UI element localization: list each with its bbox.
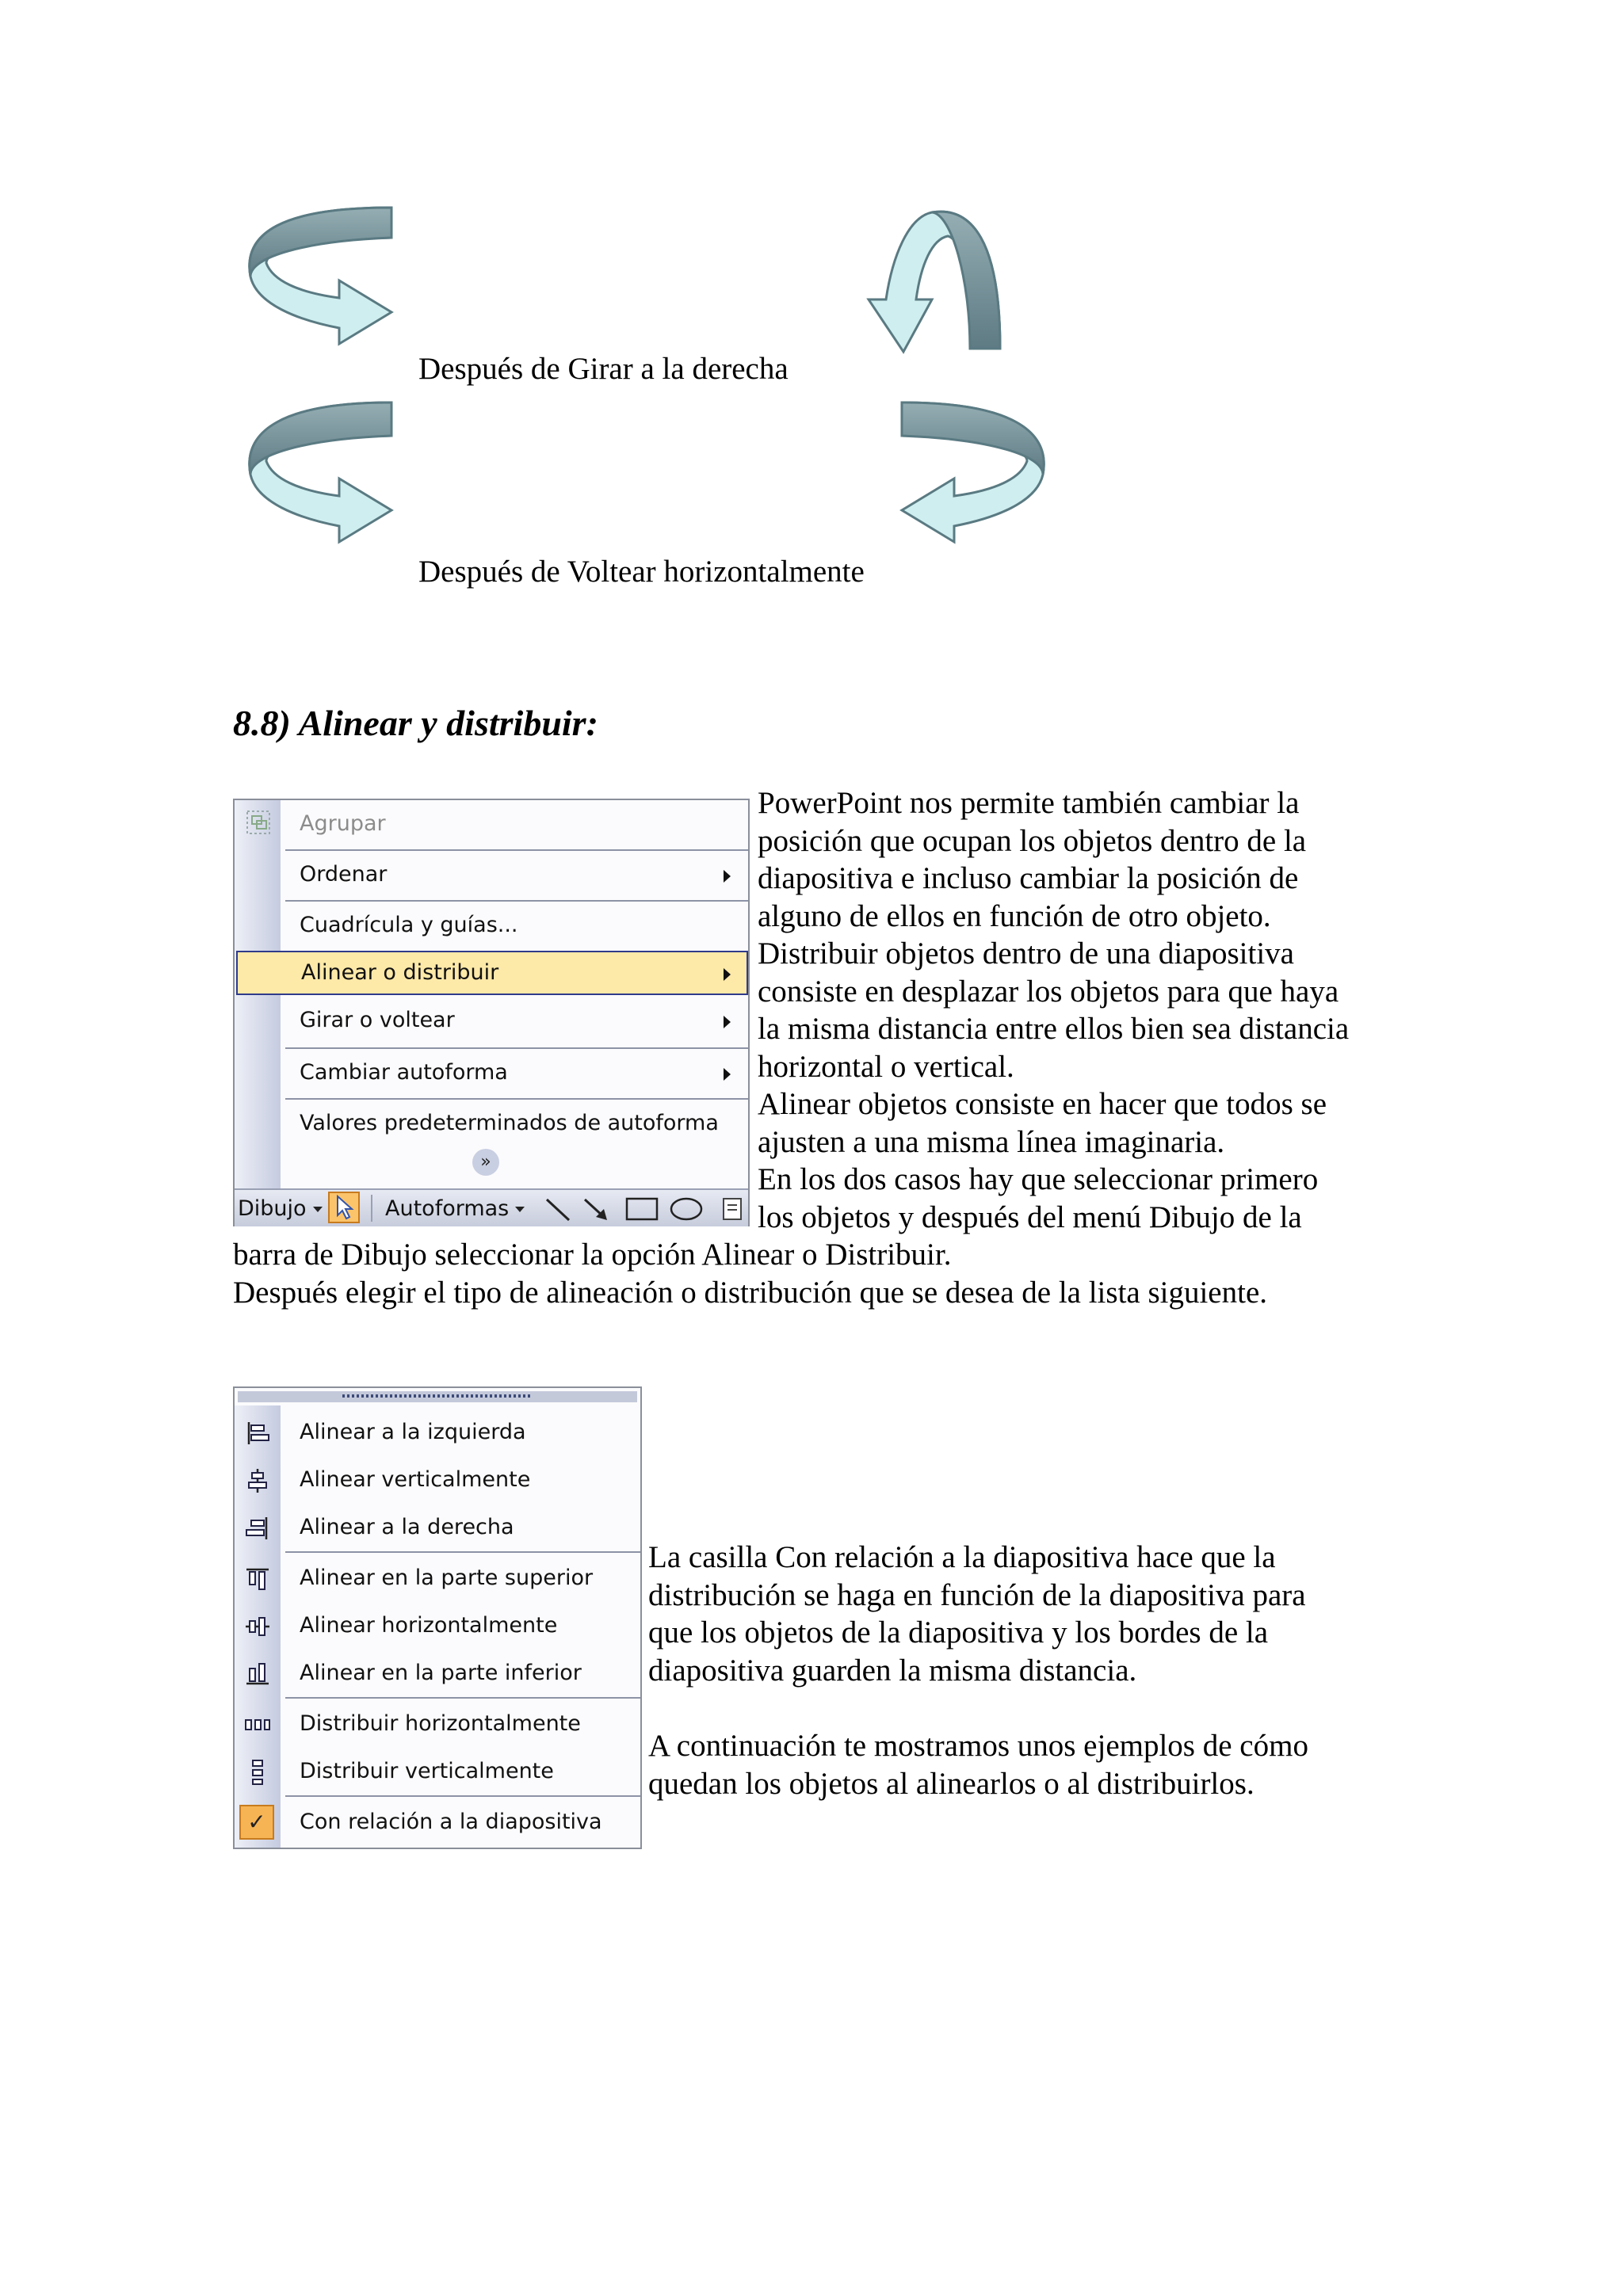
menu-item-girar-voltear[interactable]: Girar o voltear xyxy=(235,998,748,1043)
menu-item-relative-to-slide[interactable]: ✓ Con relación a la diapositiva xyxy=(235,1800,640,1844)
submenu-arrow-icon xyxy=(724,1068,731,1081)
paragraph-examples: A continuación te mostramos unos ejemplos de cómo quedan los objetos al alinearlos o al distribuirlos. xyxy=(648,1729,1308,1801)
align-center-icon xyxy=(244,1467,271,1494)
toolbar-separator xyxy=(371,1195,372,1222)
menu-grip-handle[interactable] xyxy=(238,1391,637,1402)
menu-item-align-top[interactable]: Alinear en la parte superior xyxy=(235,1556,640,1600)
dropdown-caret-icon xyxy=(515,1207,525,1212)
checkmark-icon: ✓ xyxy=(239,1805,274,1840)
align-right-icon xyxy=(244,1515,271,1542)
separator xyxy=(285,1697,640,1699)
expand-chevron-icon[interactable]: » xyxy=(472,1149,499,1176)
menu-item-alinear-distribuir[interactable]: Alinear o distribuir xyxy=(236,951,748,995)
dropdown-caret-icon xyxy=(313,1207,323,1212)
pointer-icon xyxy=(330,1193,358,1222)
curved-arrow-flipped-icon xyxy=(902,402,1044,542)
ellipse-tool-icon[interactable] xyxy=(669,1196,704,1222)
menu-item-cambiar-autoforma[interactable]: Cambiar autoforma xyxy=(235,1051,748,1095)
separator xyxy=(285,1795,640,1797)
separator xyxy=(285,1551,640,1553)
menu-item-agrupar[interactable]: Agrupar xyxy=(300,811,386,836)
curved-arrow-original-2-icon xyxy=(250,402,391,542)
menu-item-align-left[interactable]: Alinear a la izquierda xyxy=(235,1410,640,1455)
menu-item-distribute-vertical[interactable]: Distribuir verticalmente xyxy=(235,1749,640,1794)
menu-item-align-vertical[interactable]: Alinear verticalmente xyxy=(235,1458,640,1502)
separator xyxy=(285,1047,748,1049)
autoformas-menu-button[interactable]: Autoformas xyxy=(385,1196,525,1221)
align-middle-icon xyxy=(244,1613,271,1640)
arrow-tool-icon[interactable] xyxy=(582,1195,610,1223)
menu-item-align-horizontal[interactable]: Alinear horizontalmente xyxy=(235,1604,640,1648)
separator xyxy=(285,1098,748,1100)
align-distribute-menu xyxy=(233,1386,642,1849)
menu-item-align-bottom[interactable]: Alinear en la parte inferior xyxy=(235,1651,640,1695)
menu-item-cuadricula[interactable]: Cuadrícula y guías... xyxy=(300,913,518,937)
rectangle-tool-icon[interactable] xyxy=(624,1196,659,1222)
align-top-icon xyxy=(244,1566,271,1592)
paragraph-intro: PowerPoint nos permite también cambiar la posición que ocupan los objetos dentro de la diapositiva e incluso cambiar la posición de alguno de ellos en función de otro objeto. Distribuir objetos dentro de una diapositiva consiste en desplazar los objetos para que haya la misma distancia entre ellos bien sea distancia horizontal o vertical. Alinear objetos consiste en hacer que todos se ajusten a una misma línea imaginaria. En los dos casos hay que seleccionar primero los objetos y después del menú Dibujo de la xyxy=(758,786,1350,1234)
distribute-horizontal-icon xyxy=(244,1711,271,1738)
curved-arrow-rotated-icon xyxy=(869,212,1000,352)
rotate-arrows-figure xyxy=(235,201,1090,582)
submenu-arrow-icon xyxy=(724,1016,731,1028)
menu-item-distribute-horizontal[interactable]: Distribuir horizontalmente xyxy=(235,1702,640,1746)
distribute-vertical-icon xyxy=(244,1759,271,1786)
caption-after-flip: Después de Voltear horizontalmente xyxy=(418,555,865,589)
separator xyxy=(285,900,748,902)
paragraph-instructions: barra de Dibujo seleccionar la opción Alinear o Distribuir. Después elegir el tipo de alineación o distribución que se desea de la lista siguiente. xyxy=(233,1238,1268,1310)
paragraph-relative-slide: La casilla Con relación a la diapositiva hace que la distribución se haga en función de la diapositiva para que los objetos de la diapositiva y los bordes de la diapositiva guarden la misma distancia. xyxy=(648,1540,1306,1688)
textbox-tool-icon[interactable] xyxy=(721,1196,745,1222)
separator xyxy=(285,849,748,851)
line-tool-icon[interactable] xyxy=(544,1195,572,1223)
align-bottom-icon xyxy=(244,1661,271,1688)
menu-item-align-right[interactable]: Alinear a la derecha xyxy=(235,1505,640,1550)
curved-arrow-original-icon xyxy=(250,208,391,344)
dibujo-menu-button[interactable]: Dibujo xyxy=(238,1196,323,1221)
align-left-icon xyxy=(244,1420,271,1447)
submenu-arrow-icon xyxy=(724,968,731,981)
caption-after-rotate: Después de Girar a la derecha xyxy=(418,352,789,386)
menu-item-valores-predeterminados[interactable]: Valores predeterminados de autoforma xyxy=(300,1111,719,1135)
submenu-arrow-icon xyxy=(724,870,731,883)
section-heading: 8.8) Alinear y distribuir: xyxy=(233,703,598,743)
menu-item-ordenar[interactable]: Ordenar xyxy=(235,852,748,897)
select-pointer-button[interactable] xyxy=(328,1192,360,1223)
drawing-toolbar xyxy=(235,1188,748,1226)
draw-context-menu xyxy=(233,799,750,1226)
